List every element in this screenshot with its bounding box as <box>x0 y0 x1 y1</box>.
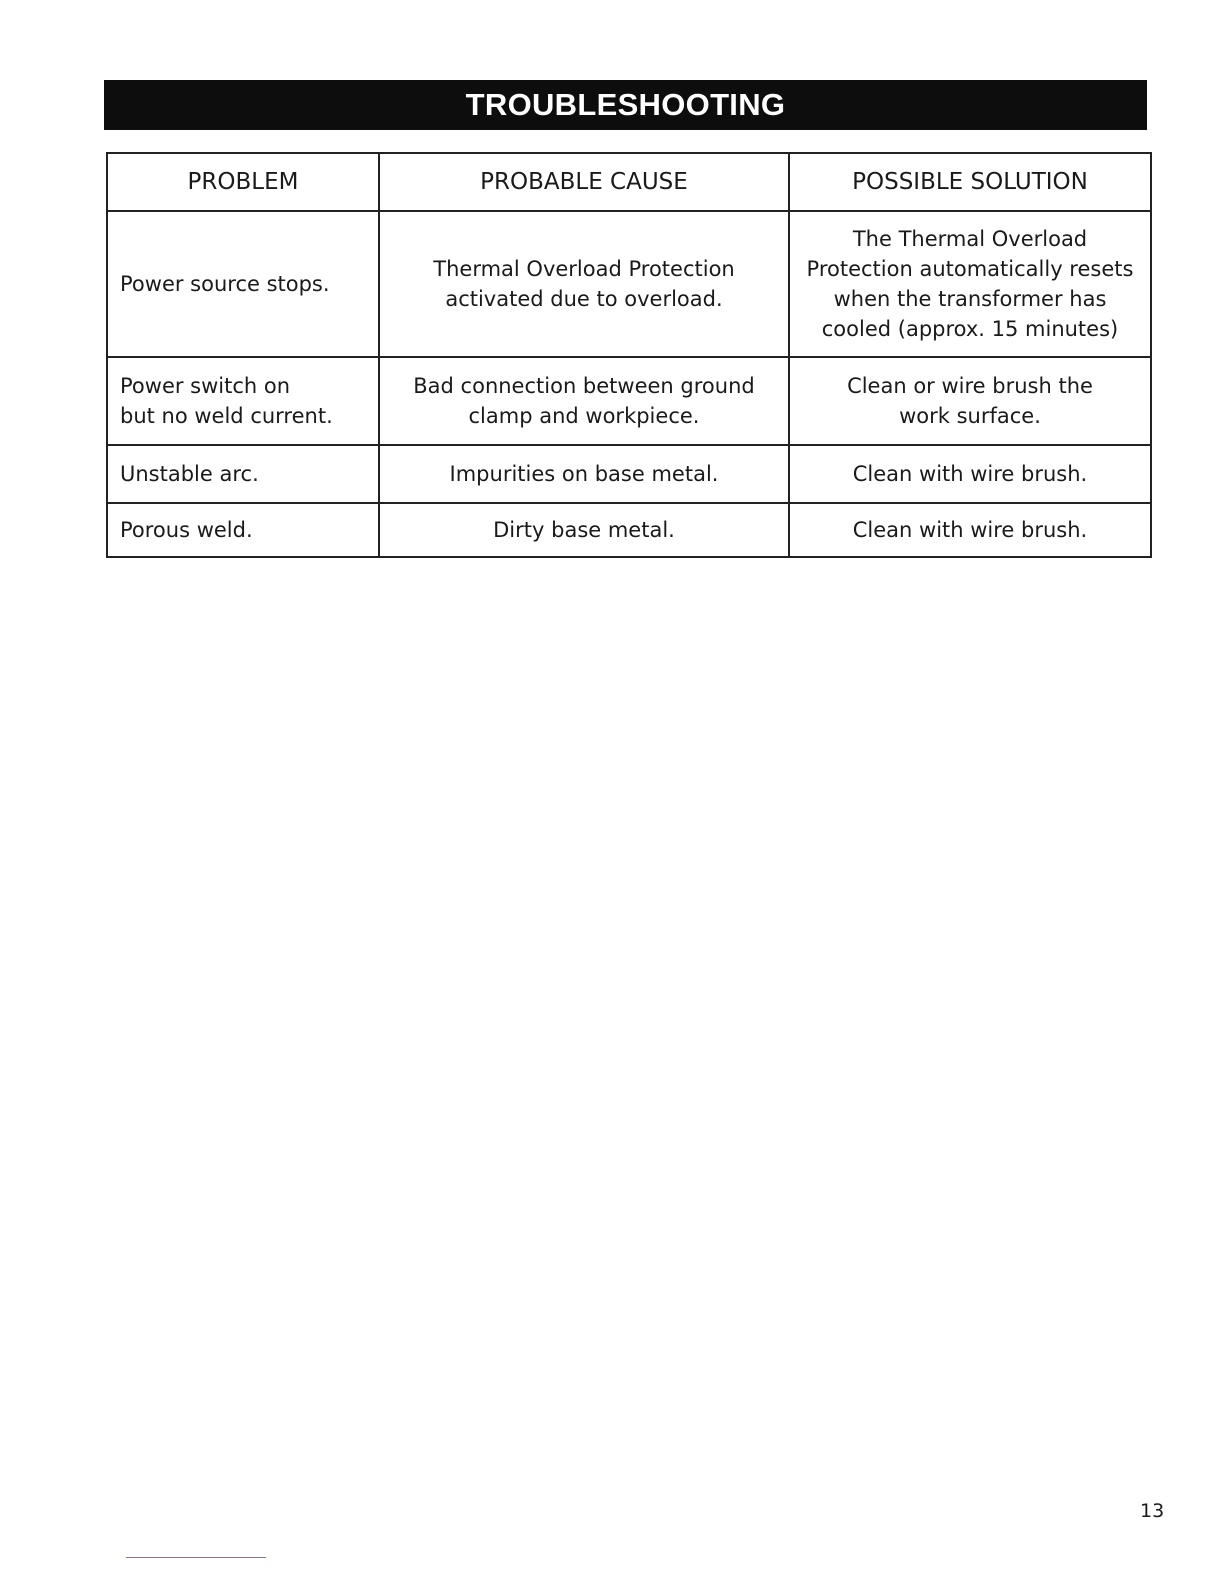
solution-cell: The Thermal Overload Protection automatically resets when the transformer has cooled (approx. 15 minutes) <box>789 211 1151 357</box>
cause-cell: Dirty base metal. <box>379 503 789 557</box>
solution-cell: Clean with wire brush. <box>789 503 1151 557</box>
column-header-problem: PROBLEM <box>107 153 379 211</box>
troubleshooting-table <box>106 152 1152 558</box>
column-header-solution: POSSIBLE SOLUTION <box>789 153 1151 211</box>
footer-rule <box>126 1557 266 1558</box>
cause-cell: Thermal Overload Protection activated due to overload. <box>379 211 789 357</box>
problem-cell: Porous weld. <box>107 503 379 557</box>
table-row <box>107 357 1151 445</box>
problem-cell: Power source stops. <box>107 211 379 357</box>
page-number: 13 <box>1140 1500 1165 1522</box>
table-row <box>107 503 1151 557</box>
table-row <box>107 445 1151 503</box>
section-title: TROUBLESHOOTING <box>465 87 786 122</box>
table-row <box>107 211 1151 357</box>
problem-cell: Unstable arc. <box>107 445 379 503</box>
section-title-bar <box>104 80 1147 130</box>
table-header-row <box>107 153 1151 211</box>
problem-cell: Power switch on but no weld current. <box>107 357 379 445</box>
column-header-cause: PROBABLE CAUSE <box>379 153 789 211</box>
solution-cell: Clean with wire brush. <box>789 445 1151 503</box>
cause-cell: Impurities on base metal. <box>379 445 789 503</box>
cause-cell: Bad connection between ground clamp and workpiece. <box>379 357 789 445</box>
solution-cell: Clean or wire brush the work surface. <box>789 357 1151 445</box>
